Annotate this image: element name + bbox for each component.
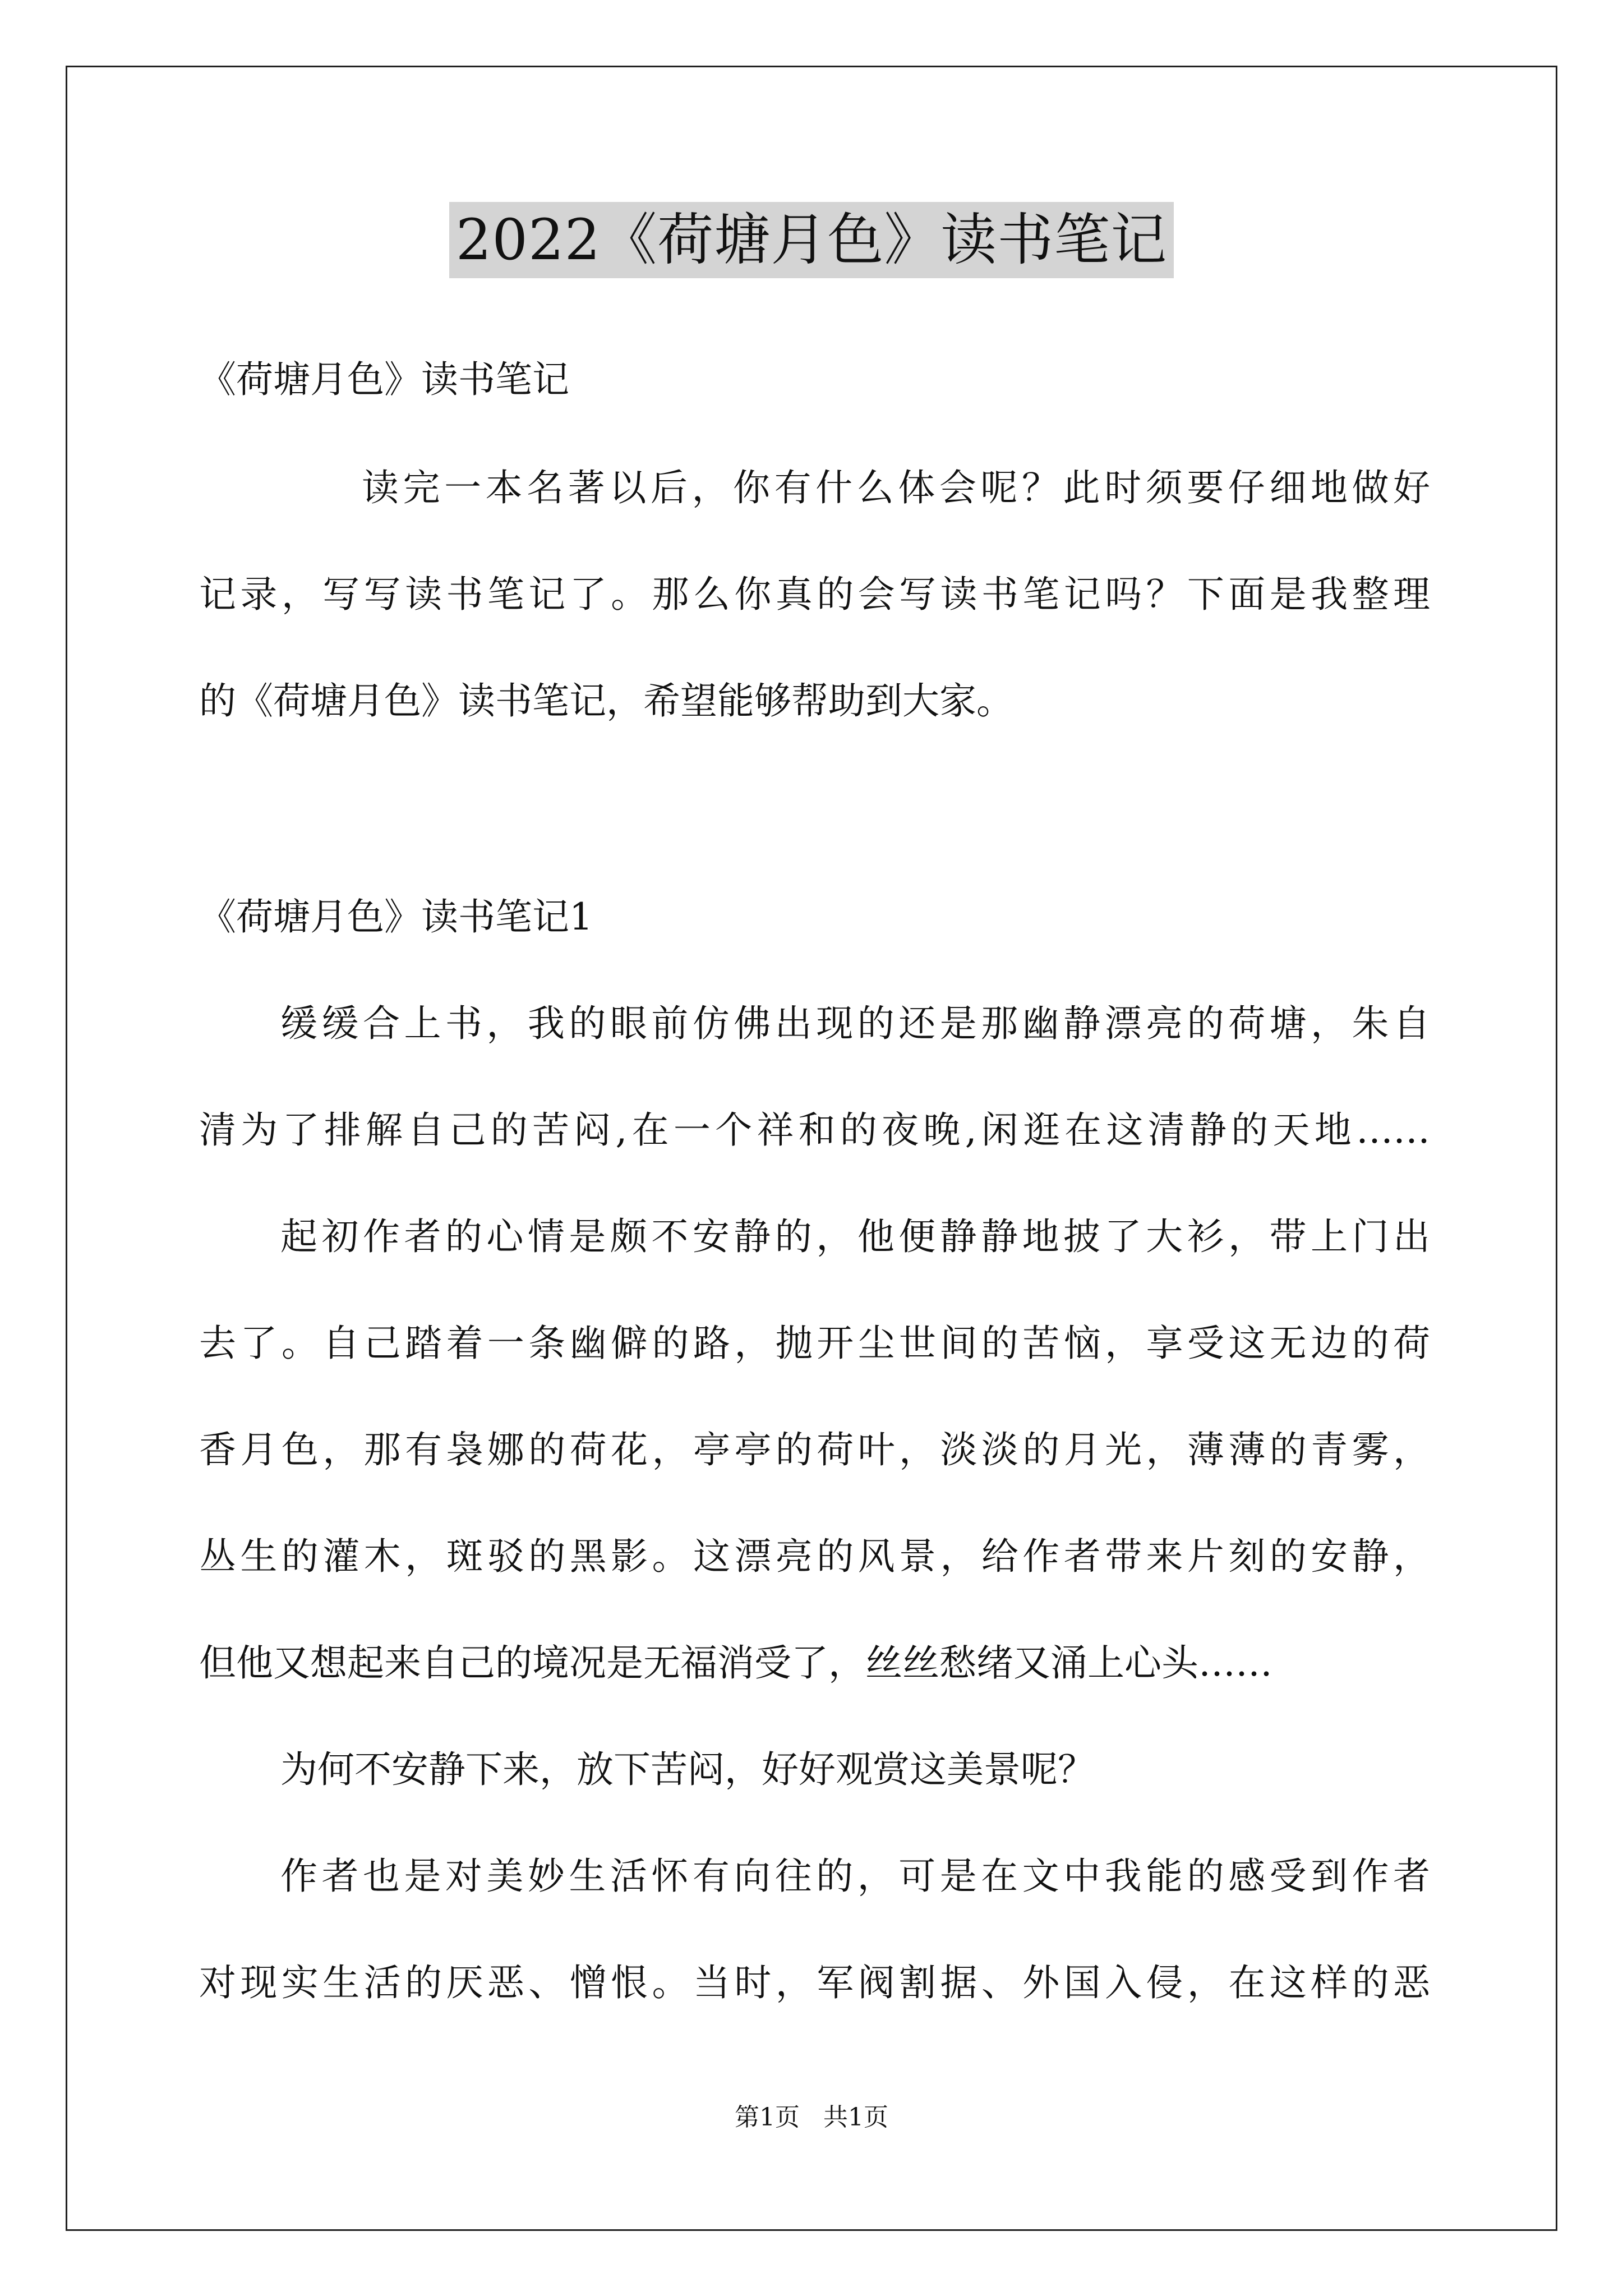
document-subtitle: 《荷塘月色》读书笔记 (199, 358, 569, 401)
intro-line-1: 读完一本名著以后，你有什么体会呢？此时须要仔细地做好 (362, 466, 1430, 509)
body-line-10: 对现实生活的厌恶、憎恨。当时，军阀割据、外国入侵，在这样的恶 (199, 1961, 1430, 2004)
body-line-8: 为何不安静下来，放下苦闷，好好观赏这美景呢？ (280, 1748, 1095, 1791)
body-line-9: 作者也是对美妙生活怀有向往的，可是在文中我能的感受到作者 (280, 1855, 1430, 1898)
body-line-7: 但他又想起来自己的境况是无福消受了，丝丝愁绪又涌上心头…… (199, 1641, 1272, 1685)
body-line-3: 起初作者的心情是颇不安静的，他便静静地披了大衫，带上门出 (280, 1215, 1430, 1258)
body-line-4: 去了。自己踏着一条幽僻的路，抛开尘世间的苦恼，享受这无边的荷 (199, 1322, 1430, 1365)
page-number-footer: 第1页 共1页 (735, 2103, 888, 2132)
title-container (0, 202, 1623, 278)
body-line-2: 清为了排解自己的苦闷,在一个祥和的夜晚,闲逛在这清静的天地…… (199, 1108, 1430, 1152)
body-line-1: 缓缓合上书，我的眼前仿佛出现的还是那幽静漂亮的荷塘，朱自 (280, 1002, 1430, 1045)
body-line-5: 香月色，那有袅娜的荷花，亭亭的荷叶，淡淡的月光，薄薄的青雾， (199, 1428, 1430, 1471)
intro-line-3: 的《荷塘月色》读书笔记，希望能够帮助到大家。 (199, 679, 1013, 723)
intro-line-2: 记录，写写读书笔记了。那么你真的会写读书笔记吗？下面是我整理 (199, 573, 1430, 616)
body-line-6: 丛生的灌木，斑驳的黑影。这漂亮的风景，给作者带来片刻的安静， (199, 1535, 1430, 1578)
document-title: 2022《荷塘月色》读书笔记 (449, 202, 1174, 278)
section-heading: 《荷塘月色》读书笔记1 (199, 895, 593, 938)
